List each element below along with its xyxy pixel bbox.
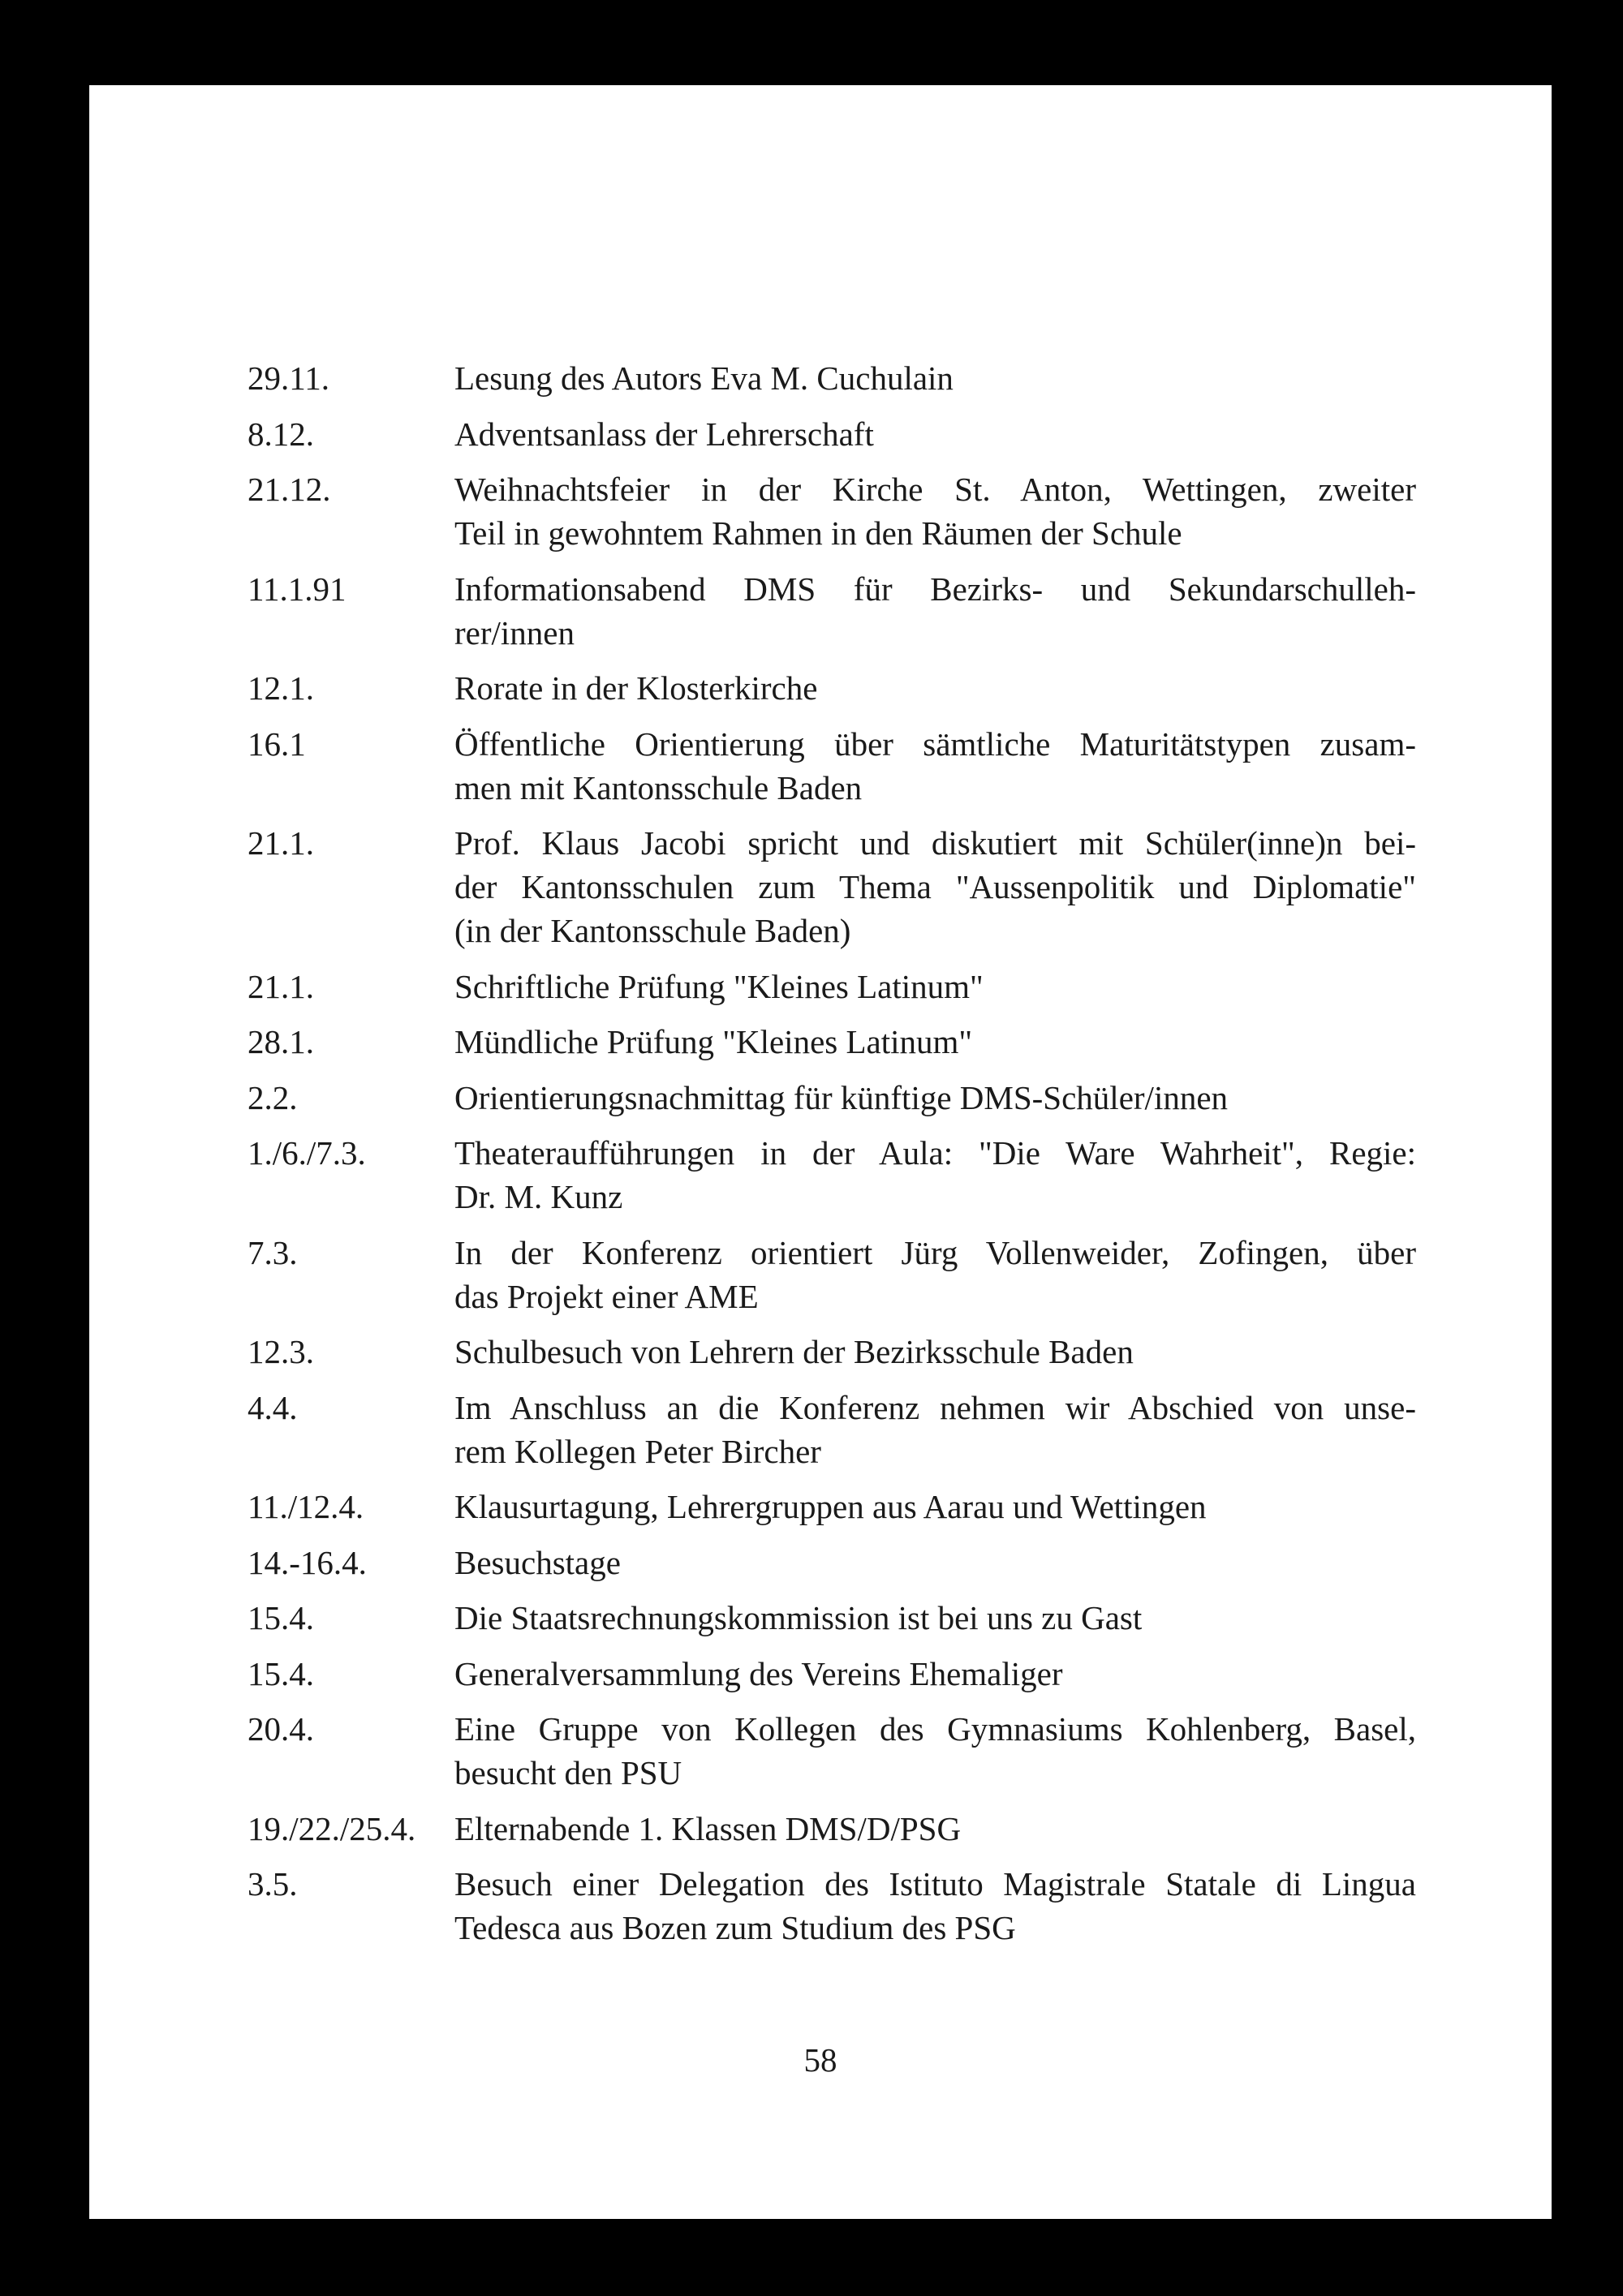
event-entry (248, 467, 1416, 555)
event-list (248, 356, 1416, 1962)
description-line: Öffentliche Orientierung über sämtliche Maturitätstypen zusam- (454, 724, 1416, 763)
document-page (89, 85, 1552, 2219)
event-date: 12.3. (248, 1333, 314, 1370)
description-line: Adventsanlass der Lehrerschaft (454, 415, 874, 453)
event-description (454, 412, 1416, 456)
event-entry (248, 356, 1416, 400)
event-date: 28.1. (248, 1023, 314, 1060)
event-entry (248, 1076, 1416, 1120)
event-entry (248, 1020, 1416, 1064)
event-date: 11.1.91 (248, 570, 347, 608)
event-date: 8.12. (248, 415, 314, 453)
description-line: rer/innen (454, 613, 575, 651)
event-description (454, 1485, 1416, 1529)
event-date: 20.4. (248, 1710, 314, 1748)
event-date: 21.12. (248, 471, 331, 508)
event-description (454, 1076, 1416, 1120)
event-date: 29.11. (248, 359, 329, 397)
event-entry (248, 1807, 1416, 1851)
description-line: Rorate in der Klosterkirche (454, 669, 818, 707)
event-entry (248, 965, 1416, 1008)
event-entry (248, 821, 1416, 952)
event-entry (248, 1541, 1416, 1584)
event-date: 11./12.4. (248, 1488, 364, 1525)
event-entry (248, 1485, 1416, 1529)
event-description (454, 1386, 1416, 1473)
event-date: 4.4. (248, 1388, 298, 1426)
description-line: Klausurtagung, Lehrergruppen aus Aarau und Wettingen (454, 1488, 1207, 1525)
event-date: 19./22./25.4. (248, 1809, 416, 1847)
event-entry (248, 1596, 1416, 1640)
event-date: 15.4. (248, 1599, 314, 1636)
event-date: 3.5. (248, 1865, 298, 1903)
description-line: rem Kollegen Peter Bircher (454, 1432, 821, 1470)
event-date: 7.3. (248, 1233, 298, 1271)
description-line: Elternabende 1. Klassen DMS/D/PSG (454, 1809, 962, 1847)
event-description (454, 1862, 1416, 1950)
event-description (454, 1807, 1416, 1851)
event-date: 14.-16.4. (248, 1543, 367, 1581)
description-line: Orientierungsnachmittag für künftige DMS-Schüler/innen (454, 1078, 1229, 1116)
description-line: Schulbesuch von Lehrern der Bezirksschule Baden (454, 1333, 1134, 1370)
event-entry (248, 412, 1416, 456)
event-entry (248, 1386, 1416, 1473)
event-description (454, 1596, 1416, 1640)
event-description (454, 467, 1416, 555)
event-description (454, 1330, 1416, 1374)
event-date: 12.1. (248, 669, 314, 707)
event-description (454, 1652, 1416, 1696)
event-description (454, 1231, 1416, 1318)
description-line: men mit Kantonsschule Baden (454, 768, 863, 806)
event-entry (248, 567, 1416, 655)
event-date: 21.1. (248, 967, 314, 1005)
event-description (454, 722, 1416, 810)
event-description (454, 1131, 1416, 1219)
event-description (454, 965, 1416, 1008)
description-line: Besuchstage (454, 1543, 621, 1581)
description-line: Im Anschluss an die Konferenz nehmen wir Abschied von unse- (454, 1388, 1416, 1426)
description-line: Die Staatsrechnungskommission ist bei uns zu Gast (454, 1599, 1143, 1636)
description-line: Lesung des Autors Eva M. Cuchulain (454, 359, 954, 397)
description-line: (in der Kantonsschule Baden) (454, 912, 851, 949)
description-line: Prof. Klaus Jacobi spricht und diskutiert mit Schüler(inne)n bei- (454, 824, 1416, 862)
description-line: Informationsabend DMS für Bezirks- und Sekundarschulleh- (454, 570, 1416, 608)
description-line: Schriftliche Prüfung "Kleines Latinum" (454, 967, 984, 1005)
description-line: Weihnachtsfeier in der Kirche St. Anton, Wettingen, zweiter (454, 471, 1416, 508)
event-date: 16.1 (248, 724, 306, 763)
event-entry (248, 1231, 1416, 1318)
event-entry (248, 1330, 1416, 1374)
event-entry (248, 1707, 1416, 1795)
event-date: 15.4. (248, 1654, 314, 1692)
event-entry (248, 666, 1416, 710)
event-description (454, 567, 1416, 655)
event-description (454, 1541, 1416, 1584)
description-line: Mündliche Prüfung "Kleines Latinum" (454, 1023, 973, 1060)
description-line: Tedesca aus Bozen zum Studium des PSG (454, 1909, 1016, 1946)
event-description (454, 821, 1416, 952)
description-line: Eine Gruppe von Kollegen des Gymnasiums Kohlenberg, Basel, (454, 1710, 1416, 1748)
event-entry (248, 1131, 1416, 1219)
event-date: 21.1. (248, 824, 314, 862)
event-description (454, 666, 1416, 710)
description-line: Teil in gewohntem Rahmen in den Räumen der Schule (454, 514, 1182, 552)
event-description (454, 1707, 1416, 1795)
event-date: 1./6./7.3. (248, 1134, 366, 1172)
description-line: Besuch einer Delegation des Istituto Magistrale Statale di Lingua (454, 1865, 1416, 1903)
event-description (454, 1020, 1416, 1064)
description-line: besucht den PSU (454, 1754, 682, 1791)
event-entry (248, 1652, 1416, 1696)
description-line: Theateraufführungen in der Aula: "Die Ware Wahrheit", Regie: (454, 1134, 1416, 1172)
event-description (454, 356, 1416, 400)
description-line: der Kantonsschulen zum Thema "Aussenpolitik und Diplomatie" (454, 868, 1416, 905)
event-date: 2.2. (248, 1078, 298, 1116)
description-line: Generalversammlung des Vereins Ehemaliger (454, 1654, 1063, 1692)
event-entry (248, 1862, 1416, 1950)
description-line: In der Konferenz orientiert Jürg Vollenweider, Zofingen, über (454, 1233, 1416, 1271)
event-entry (248, 722, 1416, 810)
description-line: Dr. M. Kunz (454, 1178, 623, 1215)
description-line: das Projekt einer AME (454, 1277, 759, 1315)
page-number: 58 (803, 2041, 837, 2079)
